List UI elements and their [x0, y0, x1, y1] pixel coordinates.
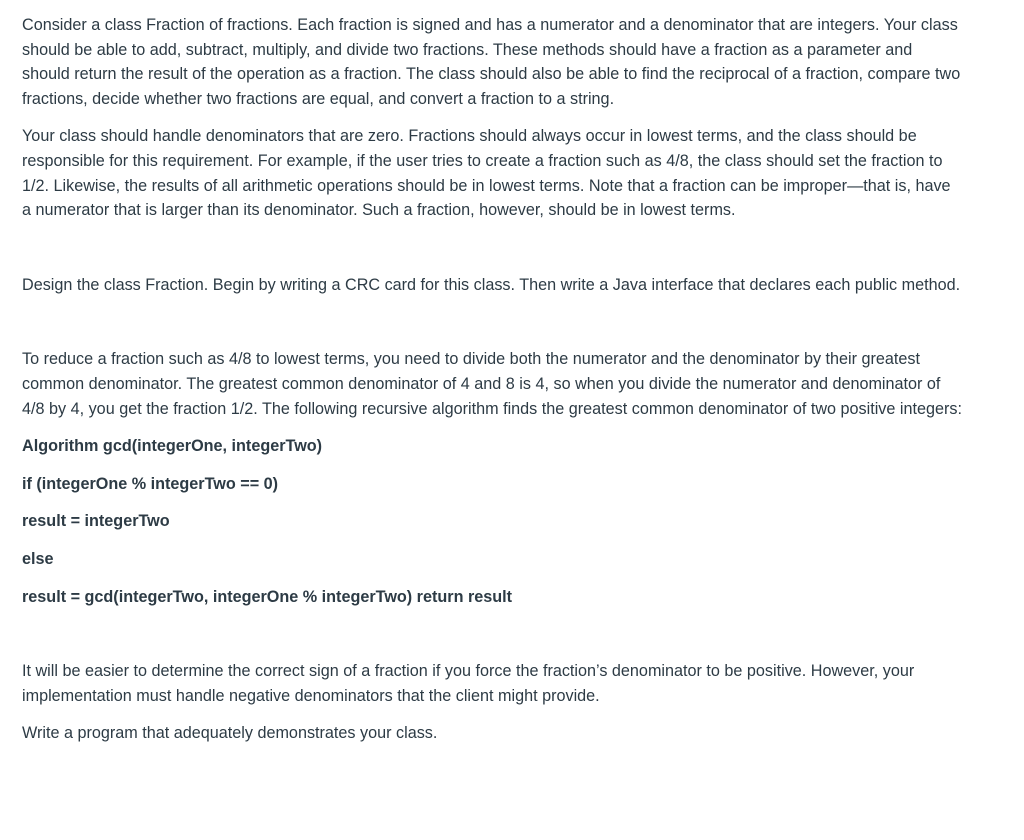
algorithm-line-recursive: result = gcd(integerTwo, integerOne % integerTwo) return result [22, 587, 513, 606]
paragraph-demo-program: Write a program that adequately demonstrates your class. [22, 724, 438, 743]
assignment-text [22, 13, 962, 746]
algorithm-line-result: result = integerTwo [22, 512, 170, 531]
algorithm-line-else: else [22, 549, 54, 568]
paragraph-fraction-class-description: Consider a class Fraction of fractions. Each fraction is signed and has a numerator and a denominator that are integers. Your class should be able to add, subtract, multiply, and divide two fractions. These methods should have a fraction as a parameter and should return the result of the operation as a fraction. The class should also be able to find the reciprocal of a fraction, compare two fractions, decide whether two fractions are equal, and convert a fraction to a string. [22, 16, 961, 108]
paragraph-sign-handling: It will be easier to determine the correct sign of a fraction if you force the fraction’s denominator to be positive. However, your implementation must handle negative denominators that the client might provide. [22, 662, 915, 705]
paragraph-gcd-explanation: To reduce a fraction such as 4/8 to lowest terms, you need to divide both the numerator and the denominator by their greatest common denominator. The greatest common denominator of 4 and 8 is 4, so when you divide the numerator and denominator of 4/8 by 4, you get the fraction 1/2. The following recursive algorithm finds the greatest common denominator of two positive integers: [22, 350, 962, 418]
paragraph-lowest-terms-requirement: Your class should handle denominators that are zero. Fractions should always occur in lowest terms, and the class should be responsible for this requirement. For example, if the user tries to create a fraction such as 4/8, the class should set the fraction to 1/2. Likewise, the results of all arithmetic operations should be in lowest terms. Note that a fraction can be improper—that is, have a numerator that is larger than its denominator. Such a fraction, however, should be in lowest terms. [22, 127, 951, 220]
algorithm-line-header: Algorithm gcd(integerOne, integerTwo) [22, 437, 323, 456]
paragraph-design-task: Design the class Fraction. Begin by writing a CRC card for this class. Then write a Java interface that declares each public method. [22, 275, 961, 294]
algorithm-line-if: if (integerOne % integerTwo == 0) [22, 474, 279, 493]
